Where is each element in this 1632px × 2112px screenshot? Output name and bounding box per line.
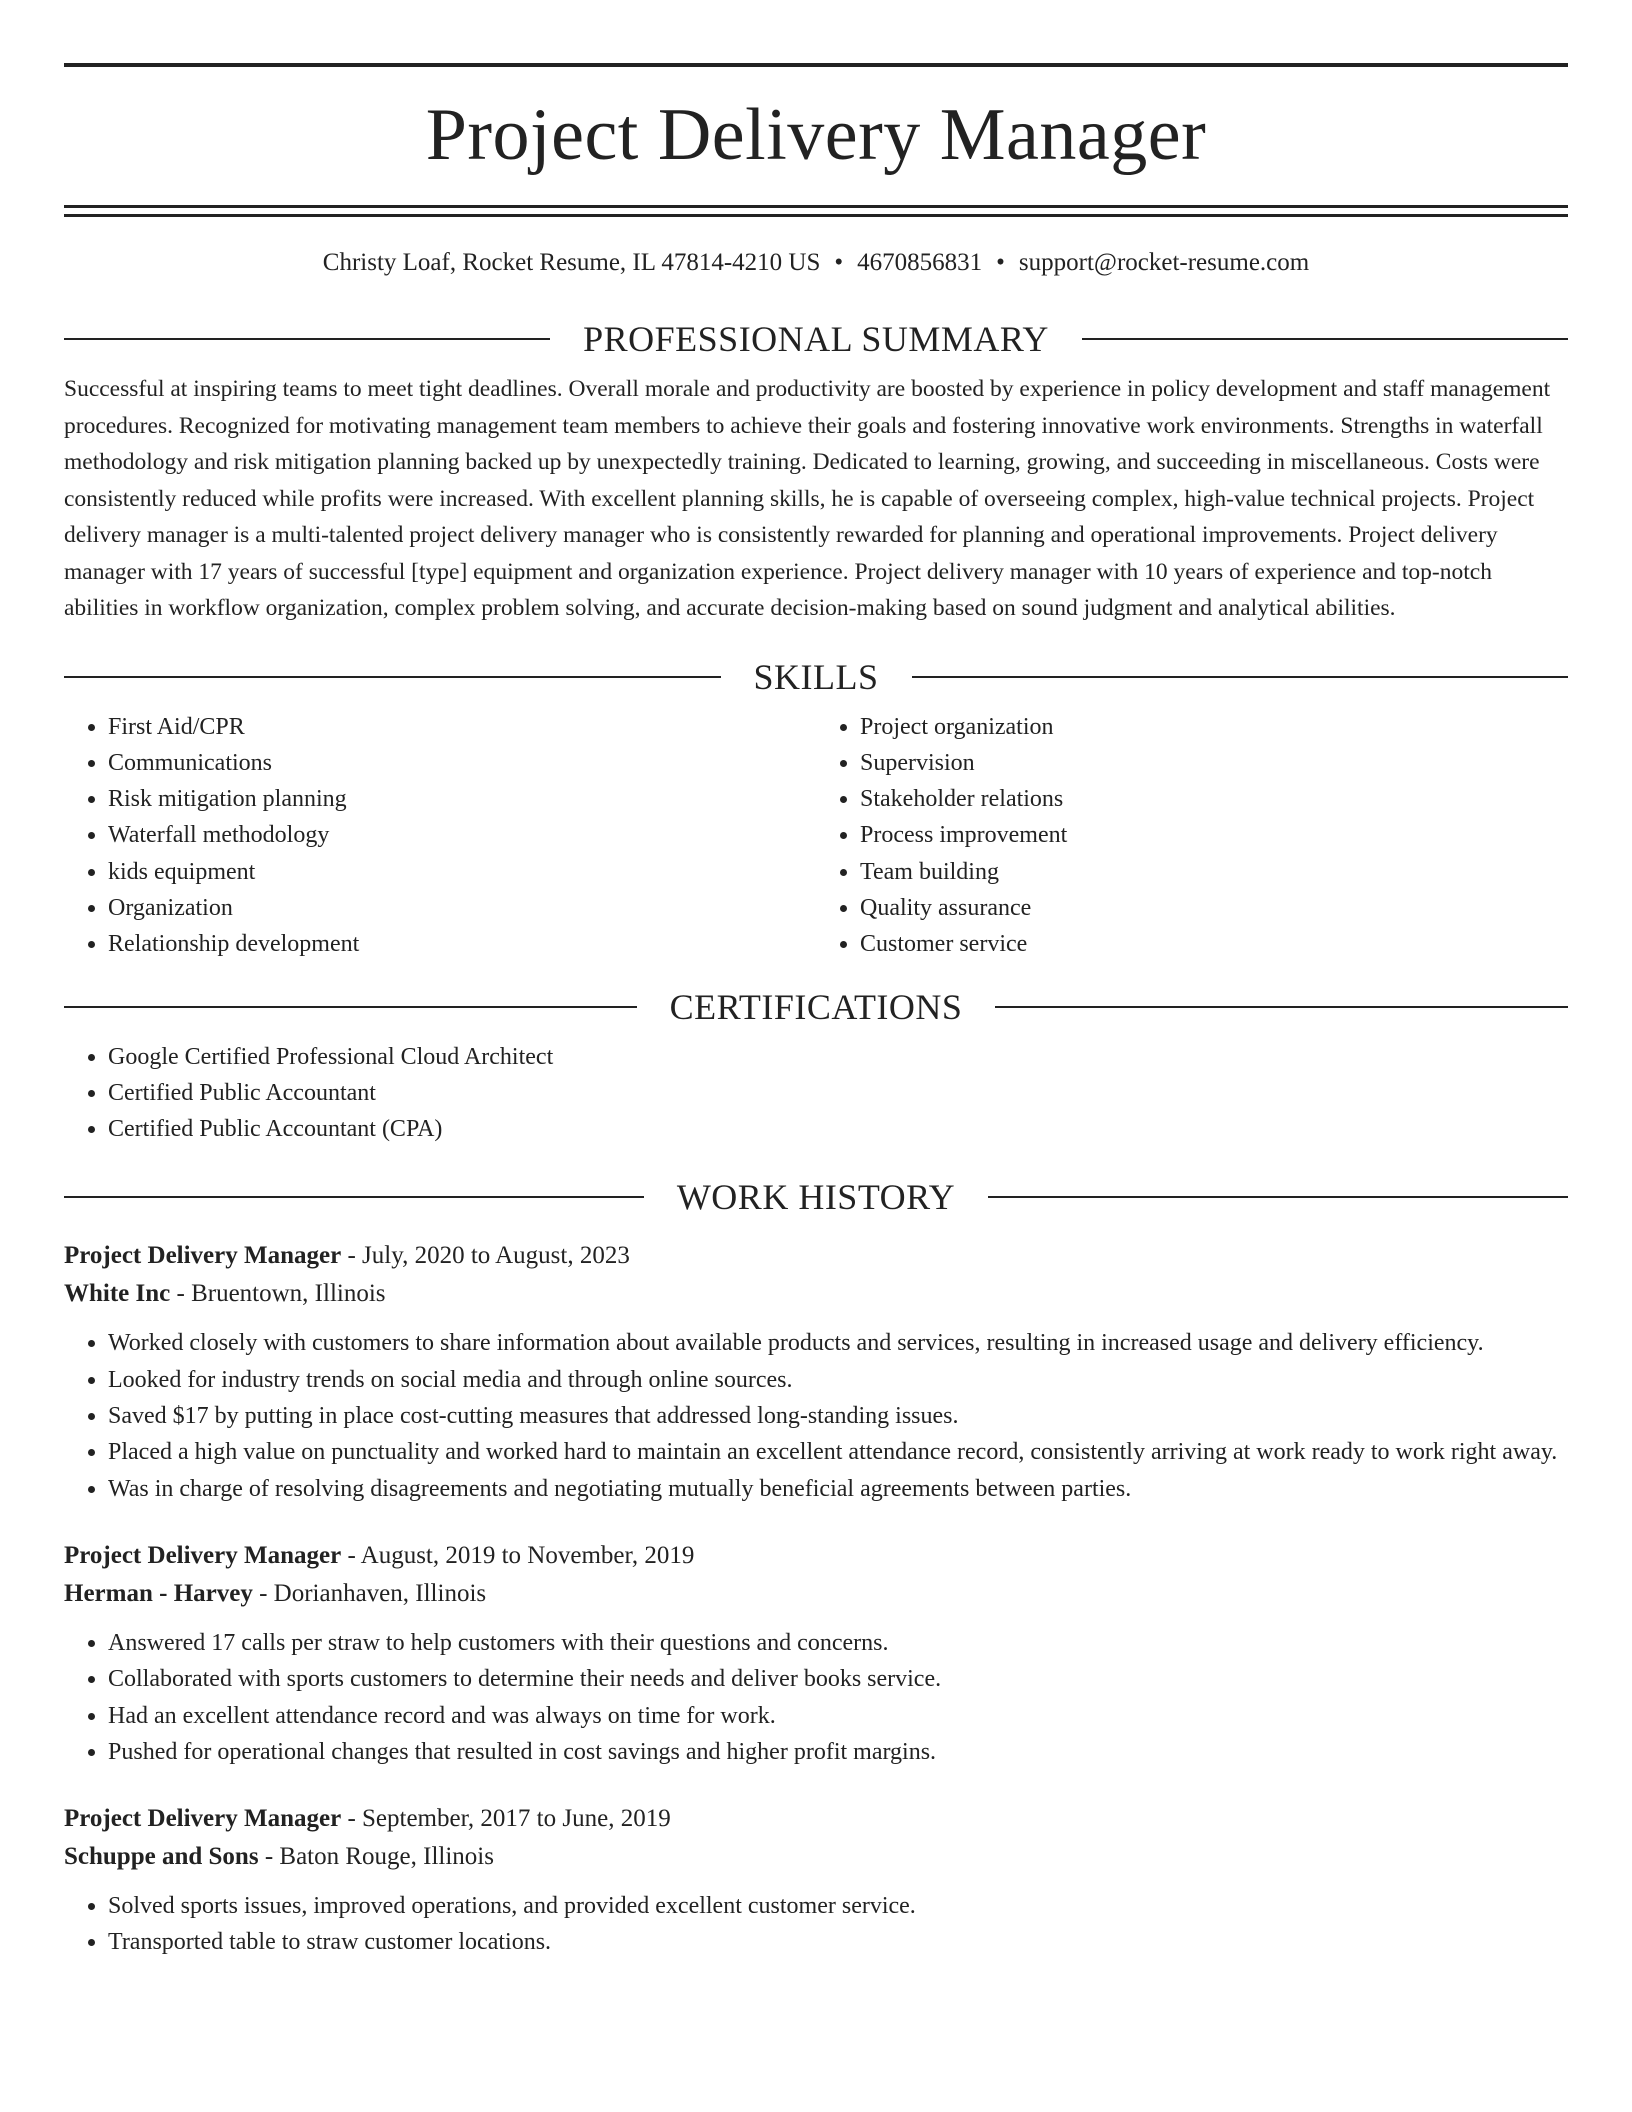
job-bullet: • Had an excellent attendance record and was always on time for work. — [108, 1698, 1568, 1734]
work-section-header — [64, 1175, 1568, 1219]
job-dates: - August, 2019 to November, 2019 — [341, 1541, 695, 1569]
job-bullets — [64, 1888, 1568, 1961]
skill-item: • Team building — [860, 854, 1568, 890]
job-bullet: • Pushed for operational changes that resulted in cost savings and higher profit margins. — [108, 1734, 1568, 1770]
section-rule — [912, 676, 1569, 678]
job-bullets — [64, 1325, 1568, 1506]
job-bullet: • Placed a high value on punctuality and worked hard to maintain an excellent attendance record, consistently arriving at work ready to work right away. — [108, 1434, 1568, 1470]
job-title: Project Delivery Manager — [64, 1805, 342, 1833]
certifications-section-header — [64, 985, 1568, 1029]
job-location: - Dorianhaven, Illinois — [252, 1579, 487, 1607]
skill-item: • Process improvement — [860, 817, 1568, 853]
job-entry — [64, 1800, 1568, 1961]
skills-section-header — [64, 655, 1568, 699]
section-rule — [64, 676, 721, 678]
skill-item: • First Aid/CPR — [108, 709, 816, 745]
skill-item: • Waterfall methodology — [108, 817, 816, 853]
section-rule — [995, 1006, 1568, 1008]
contact-line — [64, 247, 1568, 279]
section-rule — [988, 1196, 1568, 1198]
skill-item: • Supervision — [860, 745, 1568, 781]
contact-address: Christy Loaf, Rocket Resume, IL 47814-4210 US — [322, 249, 821, 276]
job-company: Herman - Harvey — [64, 1579, 253, 1607]
job-bullet: • Saved $17 by putting in place cost-cutting measures that addressed long-standing issues. — [108, 1398, 1568, 1434]
title-double-rule — [64, 205, 1568, 217]
skills-heading: SKILLS — [753, 656, 879, 697]
job-location: - Bruentown, Illinois — [170, 1280, 386, 1308]
job-dates: - July, 2020 to August, 2023 — [341, 1242, 630, 1270]
contact-phone: 4670856831 — [857, 249, 983, 276]
certifications-list — [64, 1039, 1568, 1148]
job-bullet: • Worked closely with customers to share information about available products and services, resulting in increased usage and delivery efficiency. — [108, 1325, 1568, 1361]
skill-item: • Stakeholder relations — [860, 781, 1568, 817]
job-dates: - September, 2017 to June, 2019 — [341, 1805, 671, 1833]
job-title: Project Delivery Manager — [64, 1541, 342, 1569]
job-title-line — [64, 1237, 1568, 1275]
job-title-line — [64, 1537, 1568, 1575]
skills-list-left — [64, 709, 816, 963]
job-title-line — [64, 1800, 1568, 1838]
contact-separator: • — [834, 249, 844, 276]
certification-item: • Certified Public Accountant (CPA) — [108, 1111, 1568, 1147]
work-heading: WORK HISTORY — [676, 1177, 956, 1218]
certification-item: • Certified Public Accountant — [108, 1075, 1568, 1111]
section-rule — [64, 1006, 637, 1008]
skill-item: • Risk mitigation planning — [108, 781, 816, 817]
job-company-line — [64, 1275, 1568, 1313]
skill-item: • Communications — [108, 745, 816, 781]
job-bullet: • Solved sports issues, improved operations, and provided excellent customer service. — [108, 1888, 1568, 1924]
resume-title: Project Delivery Manager — [425, 94, 1207, 176]
job-bullet: • Looked for industry trends on social media and through online sources. — [108, 1362, 1568, 1398]
job-bullet: • Collaborated with sports customers to determine their needs and deliver books service. — [108, 1661, 1568, 1697]
skill-item: • Quality assurance — [860, 890, 1568, 926]
section-rule — [64, 338, 550, 340]
certifications-heading: CERTIFICATIONS — [669, 986, 963, 1027]
job-entry — [64, 1537, 1568, 1770]
job-entry — [64, 1237, 1568, 1506]
section-rule — [1082, 338, 1568, 340]
job-company: Schuppe and Sons — [64, 1843, 259, 1871]
job-company-line — [64, 1575, 1568, 1613]
summary-section-header — [64, 317, 1568, 361]
job-bullets — [64, 1625, 1568, 1770]
job-bullet: • Was in charge of resolving disagreements and negotiating mutually beneficial agreements between parties. — [108, 1471, 1568, 1507]
top-rule — [64, 63, 1568, 67]
section-rule — [64, 1196, 644, 1198]
job-company-line — [64, 1838, 1568, 1876]
resume-page — [64, 0, 1568, 1961]
skills-list-right — [816, 709, 1568, 963]
skill-item: • Organization — [108, 890, 816, 926]
certification-item: • Google Certified Professional Cloud Architect — [108, 1039, 1568, 1075]
job-bullet: • Transported table to straw customer locations. — [108, 1924, 1568, 1960]
job-location: - Baton Rouge, Illinois — [258, 1843, 494, 1871]
summary-heading: PROFESSIONAL SUMMARY — [583, 319, 1049, 359]
summary-text: Successful at inspiring teams to meet tight deadlines. Overall morale and productivity are boosted by experience in policy development and staff management procedures. Recognized for motivating management team members to achieve their goals and fostering innovative work environments. Strengths in waterfall methodology and risk mitigation planning backed up by unexpectedly training. Dedicated to learning, growing, and succeeding in miscellaneous. Costs were consistently reduced while profits were increased. With excellent planning skills, he is capable of overseeing complex, high-value technical projects. Project delivery manager is a multi-talented project delivery manager who is consistently rewarded for planning and operational improvements. Project delivery manager with 17 years of successful [type] equipment and organization experience. Project delivery manager with 10 years of experience and top-notch abilities in workflow organization, complex problem solving, and accurate decision-making based on sound judgment and analytical abilities. — [64, 376, 1551, 621]
skill-item: • Customer service — [860, 926, 1568, 962]
job-bullet: • Answered 17 calls per straw to help customers with their questions and concerns. — [108, 1625, 1568, 1661]
job-title: Project Delivery Manager — [64, 1242, 342, 1270]
skill-item: • Relationship development — [108, 926, 816, 962]
contact-separator: • — [996, 249, 1005, 276]
skill-item: • kids equipment — [108, 854, 816, 890]
skills-columns — [64, 709, 1568, 963]
job-company: White Inc — [64, 1280, 171, 1308]
contact-email[interactable]: support@rocket-resume.com — [1018, 249, 1310, 276]
skill-item: • Project organization — [860, 709, 1568, 745]
